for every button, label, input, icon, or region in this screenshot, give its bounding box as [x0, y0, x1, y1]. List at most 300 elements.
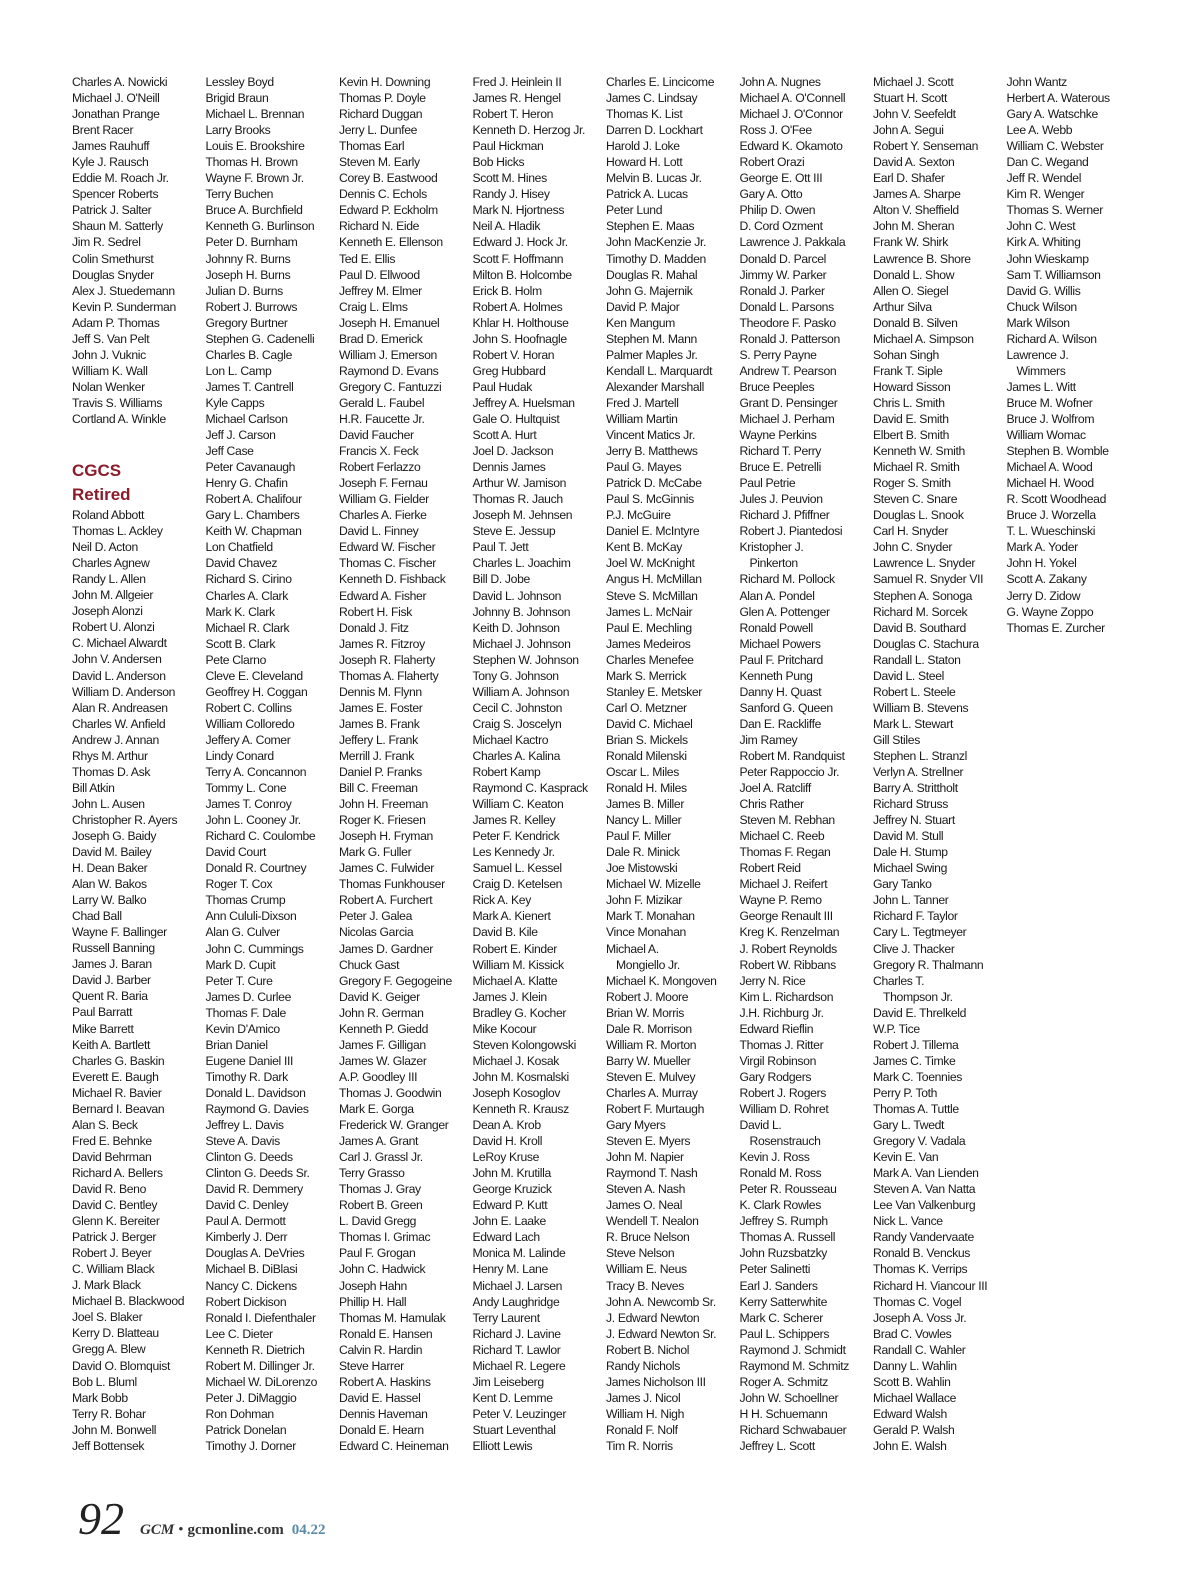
- member-name: Mike Barrett: [72, 1021, 134, 1036]
- member-name: Paul F. Pritchard: [739, 652, 823, 667]
- member-name: Robert Dickison: [205, 1294, 287, 1309]
- member-name: Brian S. Mickels: [606, 732, 688, 747]
- member-name: Thomas J. Ritter: [739, 1037, 824, 1052]
- member-name: Kenneth P. Giedd: [339, 1021, 429, 1036]
- member-name: Gary Tanko: [873, 877, 932, 892]
- member-name: Clinton G. Deeds: [205, 1150, 293, 1165]
- member-name: Robert Kamp: [472, 765, 541, 780]
- member-name: Donald B. Silven: [873, 315, 958, 330]
- member-name: Chuck Wilson: [1006, 299, 1077, 314]
- member-name: Jeffery L. Frank: [339, 732, 418, 747]
- member-name: Roland Abbott: [72, 508, 145, 523]
- member-name: Douglas Snyder: [72, 267, 154, 282]
- member-name: Paul S. McGinnis: [606, 492, 694, 507]
- member-name: Alan W. Bakos: [72, 877, 147, 892]
- member-name: Ronald Powell: [739, 620, 813, 635]
- member-name: Stephen L. Stranzl: [873, 748, 967, 763]
- member-name: Christopher R. Ayers: [72, 812, 178, 827]
- member-name: Monica M. Lalinde: [472, 1246, 566, 1261]
- member-name: Richard A. Wilson: [1006, 331, 1097, 346]
- member-name: John E. Walsh: [873, 1438, 947, 1453]
- member-name: Robert E. Kinder: [472, 941, 557, 956]
- member-name: Donald L. Show: [873, 267, 955, 282]
- member-name: Ross J. O'Fee: [739, 123, 812, 138]
- member-name: Cecil C. Johnston: [472, 700, 563, 715]
- member-name: Calvin R. Hardin: [339, 1342, 423, 1357]
- member-name: Carl J. Grassl Jr.: [339, 1150, 423, 1165]
- member-name: Pete Clarno: [205, 652, 267, 667]
- member-name: Ronald B. Venckus: [873, 1246, 971, 1261]
- member-name: Paul E. Mechling: [606, 620, 692, 635]
- member-name: T. L. Wueschinski: [1006, 524, 1096, 539]
- member-name: Larry Brooks: [205, 123, 271, 138]
- member-name: James Medeiros: [606, 636, 691, 651]
- member-name: J. Edward Newton: [606, 1310, 700, 1325]
- member-name: James D. Gardner: [339, 941, 433, 956]
- member-name: Bruce E. Petrelli: [739, 460, 821, 475]
- member-name: George E. Ott III: [739, 171, 823, 186]
- member-name: Khlar H. Holthouse: [472, 315, 569, 330]
- member-name: Michael H. Wood: [1006, 476, 1094, 491]
- member-name: L. David Gregg: [339, 1214, 417, 1229]
- member-name: Steven Kolongowski: [472, 1037, 576, 1052]
- member-name: Craig S. Joscelyn: [472, 716, 562, 731]
- member-name: John Wieskamp: [1006, 251, 1089, 266]
- member-name: Mark Wilson: [1006, 315, 1070, 330]
- member-name: Michael L. Brennan: [205, 107, 305, 122]
- member-name: Lee A. Webb: [1006, 123, 1073, 138]
- page-number: 92: [78, 1493, 124, 1544]
- member-name: Nick L. Vance: [873, 1214, 943, 1229]
- member-name: Cleve E. Cleveland: [205, 668, 303, 683]
- member-name: James Rauhuff: [72, 139, 150, 154]
- member-name: Charles A. Murray: [606, 1085, 698, 1100]
- member-name: Steven C. Snare: [873, 492, 958, 507]
- member-name: Larry W. Balko: [72, 893, 147, 908]
- member-name: Donald R. Courtney: [205, 861, 307, 876]
- name-continuation: Wimmers: [1016, 363, 1066, 378]
- member-name: Gale O. Hultquist: [472, 411, 560, 426]
- member-name: Johnny R. Burns: [205, 251, 291, 266]
- member-name: Gerald P. Walsh: [873, 1422, 955, 1437]
- member-name: David E. Smith: [873, 411, 949, 426]
- member-name: Lawrence J.: [1006, 347, 1069, 362]
- member-name: Kevin P. Sunderman: [72, 299, 176, 314]
- member-name: Peter Salinetti: [739, 1262, 811, 1277]
- member-name: David L. Anderson: [72, 668, 166, 683]
- name-column-2: [206, 74, 340, 1454]
- member-name: Joel D. Jackson: [472, 444, 554, 459]
- name-continuation: Mongiello Jr.: [616, 957, 680, 972]
- member-name: Kreg K. Renzelman: [739, 925, 840, 940]
- member-name: Robert F. Murtaugh: [606, 1102, 705, 1116]
- member-name: Michael Powers: [739, 636, 821, 651]
- member-name: Jerry L. Dunfee: [339, 123, 418, 138]
- member-name: Tommy L. Cone: [205, 781, 287, 796]
- website-link[interactable]: gcmonline.com: [187, 1522, 284, 1538]
- member-name: Richard T. Lawlor: [472, 1342, 561, 1357]
- member-name: James D. Curlee: [205, 989, 292, 1004]
- member-name: Craig D. Ketelsen: [472, 877, 563, 892]
- member-name: Timothy R. Dark: [205, 1069, 288, 1084]
- member-name: Dennis James: [472, 460, 546, 475]
- member-name: James J. Nicol: [606, 1390, 681, 1405]
- member-name: David L. Steel: [873, 668, 944, 683]
- member-name: Kerry D. Blatteau: [72, 1326, 159, 1341]
- issue-date: 04.22: [291, 1522, 326, 1538]
- member-name: Paul F. Grogan: [339, 1246, 416, 1261]
- member-name: Robert J. Tillema: [873, 1037, 959, 1052]
- member-name: Raymond T. Nash: [606, 1166, 698, 1181]
- member-name: Daniel E. McIntyre: [606, 524, 700, 539]
- member-name: Peter Cavanaugh: [205, 460, 296, 475]
- member-name: S. Perry Payne: [739, 347, 817, 362]
- member-name: Joel W. McKnight: [606, 556, 695, 571]
- member-name: James L. Witt: [1006, 379, 1076, 394]
- member-name: Bill Atkin: [72, 780, 115, 795]
- member-name: Robert Ferlazzo: [339, 460, 421, 475]
- member-name: Verlyn A. Strellner: [873, 765, 964, 780]
- member-name: Michael C. Reeb: [739, 829, 825, 844]
- member-name: Thomas Funkhouser: [339, 877, 445, 892]
- member-name: Dean A. Krob: [472, 1118, 541, 1133]
- member-name: John M. Allgeier: [72, 588, 154, 603]
- member-name: Patrick A. Lucas: [606, 187, 688, 202]
- member-name: William Martin: [606, 411, 678, 426]
- member-name: Carl H. Snyder: [873, 524, 949, 539]
- member-name: Michael W. Mizelle: [606, 877, 701, 892]
- member-name: Clinton G. Deeds Sr.: [205, 1166, 310, 1181]
- member-name: John J. Vuknic: [72, 347, 146, 362]
- member-name: Michael B. DiBlasi: [205, 1262, 298, 1277]
- member-name: Thomas Earl: [339, 139, 405, 154]
- member-name: Robert T. Heron: [472, 107, 554, 122]
- member-name: James A. Grant: [339, 1134, 419, 1149]
- member-name: Kent B. McKay: [606, 540, 683, 555]
- member-name: James C. Lindsay: [606, 91, 698, 106]
- member-name: Joel A. Ratcliff: [739, 781, 811, 796]
- member-name: Michael Wallace: [873, 1390, 957, 1405]
- member-name: Charles B. Cagle: [205, 347, 293, 362]
- member-name: David R. Beno: [72, 1182, 147, 1196]
- member-name: Darren D. Lockhart: [606, 123, 703, 138]
- member-name: Robert B. Green: [339, 1198, 423, 1213]
- member-name: Michael W. DiLorenzo: [205, 1374, 318, 1389]
- member-name: James R. Hengel: [472, 91, 561, 106]
- member-name: P.J. McGuire: [606, 508, 671, 523]
- member-name: Julian D. Burns: [205, 283, 283, 298]
- member-name: Bruce J. Wolfrom: [1006, 411, 1095, 426]
- member-name: Roger T. Cox: [205, 877, 273, 892]
- member-name: Adam P. Thomas: [72, 315, 160, 330]
- member-name: Charles W. Anfield: [72, 716, 166, 731]
- member-name: Robert A. Holmes: [472, 299, 563, 314]
- member-name: John Ruzsbatzky: [739, 1246, 828, 1261]
- member-name: Theodore F. Pasko: [739, 315, 836, 330]
- member-name: Elbert B. Smith: [873, 428, 950, 443]
- member-name: Stephen B. Womble: [1006, 444, 1109, 459]
- member-name: Tim R. Norris: [606, 1438, 673, 1453]
- member-name: Steve A. Davis: [205, 1134, 280, 1149]
- member-name: David E. Hassel: [339, 1390, 421, 1405]
- member-name: Richard M. Sorcek: [873, 604, 968, 619]
- member-name: William B. Stevens: [873, 700, 969, 715]
- member-name: Terry Buchen: [205, 187, 274, 202]
- member-name: James T. Cantrell: [205, 379, 294, 394]
- member-name: David J. Barber: [72, 973, 151, 988]
- member-name: Robert W. Ribbans: [739, 957, 836, 972]
- member-name: John Wantz: [1006, 75, 1067, 89]
- member-name: David M. Bailey: [72, 845, 152, 860]
- member-name: Paul L. Schippers: [739, 1326, 830, 1341]
- member-name: Brian Daniel: [205, 1037, 268, 1052]
- member-name: Edward C. Heineman: [339, 1438, 449, 1453]
- member-name: Stanley E. Metsker: [606, 684, 702, 699]
- member-name: David B. Kile: [472, 925, 538, 940]
- member-name: Paul Hickman: [472, 139, 544, 154]
- member-name: John F. Mizikar: [606, 893, 683, 908]
- member-name: Alexander Marshall: [606, 379, 705, 394]
- member-name: Joseph Kosoglov: [472, 1085, 561, 1100]
- member-name: Kenneth R. Krausz: [472, 1102, 569, 1116]
- member-name: Kevin H. Downing: [339, 75, 431, 89]
- member-name: Robert V. Horan: [472, 347, 555, 362]
- member-name: Robert Orazi: [739, 155, 805, 170]
- member-name: Michael J. Reifert: [739, 877, 828, 892]
- member-name: Joel S. Blaker: [72, 1310, 143, 1325]
- member-name: Carl O. Metzner: [606, 700, 687, 715]
- member-name: William A. Johnson: [472, 684, 570, 699]
- member-name: Thomas R. Jauch: [472, 492, 563, 507]
- member-name: Ronald J. Patterson: [739, 331, 840, 346]
- member-name: Jeff S. Van Pelt: [72, 331, 150, 346]
- member-name: Randall L. Staton: [873, 652, 961, 667]
- member-name: William Colloredo: [205, 716, 295, 731]
- member-name: William J. Emerson: [339, 347, 437, 362]
- member-name: John S. Hoofnagle: [472, 331, 567, 346]
- member-name: Terry R. Bohar: [72, 1406, 146, 1421]
- member-name: Robert M. Dillinger Jr.: [205, 1358, 315, 1373]
- member-name: James R. Kelley: [472, 813, 556, 828]
- member-name: Dennis Haveman: [339, 1406, 428, 1421]
- member-name: Andrew T. Pearson: [739, 363, 837, 378]
- member-name: Edward Walsh: [873, 1406, 947, 1421]
- member-name: Steve E. Jessup: [472, 524, 556, 539]
- member-name: Gill Stiles: [873, 732, 920, 747]
- member-name: Dan E. Rackliffe: [739, 716, 822, 731]
- member-name: Erick B. Holm: [472, 283, 542, 298]
- member-name: Randy Vandervaate: [873, 1230, 974, 1245]
- member-name: Jim Leiseberg: [472, 1374, 544, 1389]
- member-name: Gregory F. Gegogeine: [339, 973, 452, 988]
- member-name: Bruce A. Burchfield: [205, 203, 303, 218]
- name-column-4: [473, 74, 607, 1454]
- member-name: Michael J. Perham: [739, 411, 835, 426]
- member-name: David G. Willis: [1006, 283, 1081, 298]
- member-name: Gary A. Otto: [739, 187, 803, 202]
- member-name: Edward W. Fischer: [339, 540, 436, 555]
- member-name: John H. Freeman: [339, 797, 428, 812]
- member-name: Johnny B. Johnson: [472, 604, 571, 619]
- member-name: Joseph A. Voss Jr.: [873, 1310, 967, 1325]
- member-name: Robert J. Moore: [606, 989, 689, 1004]
- member-name: Jeff J. Carson: [205, 428, 276, 443]
- member-name: John R. German: [339, 1005, 424, 1020]
- member-name: Edward P. Kutt: [472, 1198, 548, 1213]
- member-name: Thomas A. Tuttle: [873, 1102, 959, 1116]
- member-name: Frederick W. Granger: [339, 1118, 449, 1133]
- member-name: Gregory C. Fantuzzi: [339, 379, 442, 394]
- member-name: Jerry N. Rice: [739, 973, 806, 988]
- member-name: Randy L. Allen: [72, 572, 146, 587]
- member-name: Joseph Alonzi: [72, 604, 143, 619]
- member-name: Bill C. Freeman: [339, 781, 418, 796]
- member-name: David R. Demmery: [205, 1182, 303, 1197]
- member-name: Wayne P. Remo: [739, 893, 822, 908]
- member-name: Spencer Roberts: [72, 187, 159, 202]
- member-name: Michael A. Wood: [1006, 460, 1093, 475]
- member-name: Lee Van Valkenburg: [873, 1198, 976, 1213]
- member-name: Thomas S. Werner: [1006, 203, 1103, 218]
- member-name: Palmer Maples Jr.: [606, 347, 698, 362]
- member-name: James O. Neal: [606, 1198, 683, 1213]
- member-name: Michael B. Blackwood: [72, 1294, 185, 1309]
- member-name: William M. Kissick: [472, 957, 564, 972]
- name-continuation: Rosenstrauch: [749, 1134, 821, 1149]
- member-name: Patrick J. Berger: [72, 1230, 157, 1245]
- member-name: Douglas A. DeVries: [205, 1246, 305, 1261]
- member-name: Alan G. Culver: [205, 925, 280, 940]
- member-name: Edward K. Okamoto: [739, 139, 843, 154]
- member-name: Scott M. Hines: [472, 171, 547, 186]
- member-name: Joseph H. Emanuel: [339, 315, 440, 330]
- section-heading: Retired: [72, 485, 131, 505]
- member-name: Jeff Bottensek: [72, 1438, 145, 1453]
- member-name: Shaun M. Satterly: [72, 219, 163, 234]
- member-name: Merrill J. Frank: [339, 748, 414, 763]
- member-name: David P. Major: [606, 299, 680, 314]
- member-name: David Court: [205, 845, 266, 860]
- member-name: Russell Banning: [72, 941, 155, 956]
- member-name: Ted E. Ellis: [339, 251, 396, 266]
- member-name: Craig L. Elms: [339, 299, 408, 314]
- member-name: Mark K. Clark: [205, 604, 275, 619]
- member-name: Earl J. Sanders: [739, 1278, 818, 1293]
- member-name: Keith D. Johnson: [472, 620, 560, 635]
- member-name: William Womac: [1006, 428, 1086, 443]
- member-name: Dennis C. Echols: [339, 187, 427, 202]
- member-name: Randy J. Hisey: [472, 187, 550, 202]
- name-continuation: Pinkerton: [749, 556, 798, 571]
- member-name: Peter T. Cure: [205, 973, 273, 988]
- member-name: Alan A. Pondel: [739, 588, 815, 603]
- member-name: Jeffrey M. Elmer: [339, 283, 422, 298]
- member-name: Gary L. Chambers: [205, 508, 300, 523]
- member-name: William H. Nigh: [606, 1406, 685, 1421]
- member-name: Thomas I. Grimac: [339, 1230, 431, 1245]
- member-name: Gerald L. Faubel: [339, 395, 425, 410]
- name-continuation: Thompson Jr.: [883, 989, 953, 1004]
- member-name: Gary Rodgers: [739, 1069, 812, 1084]
- member-name: Edward Lach: [472, 1230, 540, 1245]
- member-name: Thomas D. Ask: [72, 764, 151, 779]
- member-name: Steven M. Early: [339, 155, 420, 170]
- member-name: Peter V. Leuzinger: [472, 1406, 567, 1421]
- member-name: James C. Fulwider: [339, 861, 434, 876]
- member-name: Chad Ball: [72, 909, 122, 924]
- member-name: Mike Kocour: [472, 1021, 537, 1036]
- member-name: John MacKenzie Jr.: [606, 235, 707, 250]
- member-name: Joseph H. Burns: [205, 267, 291, 282]
- member-name: Arthur W. Jamison: [472, 476, 567, 491]
- member-name: Peter Lund: [606, 203, 663, 218]
- member-name: Lawrence J. Pakkala: [739, 235, 846, 250]
- member-name: David E. Threlkeld: [873, 1005, 967, 1020]
- member-name: Raymond C. Kasprack: [472, 781, 588, 796]
- member-name: Lawrence L. Snyder: [873, 556, 976, 571]
- member-name: Charles T.: [873, 973, 925, 988]
- member-name: Richard M. Pollock: [739, 572, 835, 587]
- member-name: Robert A. Haskins: [339, 1374, 431, 1389]
- footer-bullet: •: [178, 1522, 184, 1538]
- member-name: Keith W. Chapman: [205, 524, 302, 539]
- member-name: J. Robert Reynolds: [739, 941, 837, 956]
- member-name: Mark G. Fuller: [339, 845, 412, 860]
- member-name: Mark A. Van Lienden: [873, 1166, 979, 1181]
- member-name: Cary L. Tegtmeyer: [873, 925, 967, 940]
- member-name: Jeffrey S. Rumph: [739, 1214, 828, 1229]
- member-name: James R. Fitzroy: [339, 636, 425, 651]
- member-name: Thomas C. Vogel: [873, 1294, 962, 1309]
- member-name: Lessley Boyd: [205, 75, 274, 89]
- member-name: Scott A. Zakany: [1006, 572, 1087, 587]
- member-name: Bob L. Bluml: [72, 1374, 137, 1389]
- member-name: Thomas F. Regan: [739, 845, 831, 860]
- member-name: Joseph R. Flaherty: [339, 652, 435, 667]
- member-name: Brad D. Emerick: [339, 331, 423, 346]
- member-name: Scott A. Hurt: [472, 428, 537, 443]
- member-name: Henry G. Chafin: [205, 476, 288, 491]
- member-name: Jerry B. Matthews: [606, 444, 698, 459]
- member-name: LeRoy Kruse: [472, 1150, 540, 1165]
- member-name: Bernard I. Beavan: [72, 1101, 165, 1116]
- member-name: Raymond D. Evans: [339, 363, 439, 378]
- member-name: Jeffrey L. Scott: [739, 1438, 815, 1453]
- member-name: Peter F. Kendrick: [472, 829, 560, 844]
- member-name: Patrick Donelan: [205, 1422, 287, 1437]
- member-name: Ron Dohman: [205, 1406, 274, 1421]
- member-name: Chris L. Smith: [873, 395, 945, 410]
- member-name: Colin Smethurst: [72, 251, 154, 266]
- member-name: Paul G. Mayes: [606, 460, 682, 475]
- member-name: Francis X. Feck: [339, 444, 419, 459]
- member-name: Mark T. Monahan: [606, 909, 695, 924]
- member-name: Allen O. Siegel: [873, 283, 949, 298]
- member-name: Kenneth Pung: [739, 668, 813, 683]
- member-name: Rick A. Key: [472, 893, 531, 908]
- name-column-1: [72, 74, 206, 1454]
- member-name: Charles A. Nowicki: [72, 75, 168, 89]
- member-name: Michael R. Smith: [873, 460, 960, 475]
- member-name: William E. Neus: [606, 1262, 687, 1277]
- member-name: Stephen E. Maas: [606, 219, 695, 234]
- member-name: Thomas Crump: [205, 893, 286, 908]
- member-name: James J. Klein: [472, 989, 547, 1004]
- member-name: Michael J. Johnson: [472, 636, 571, 651]
- member-name: John E. Laake: [472, 1214, 546, 1229]
- member-name: John M. Krutilla: [472, 1166, 551, 1181]
- member-name: Kirk A. Whiting: [1006, 235, 1081, 250]
